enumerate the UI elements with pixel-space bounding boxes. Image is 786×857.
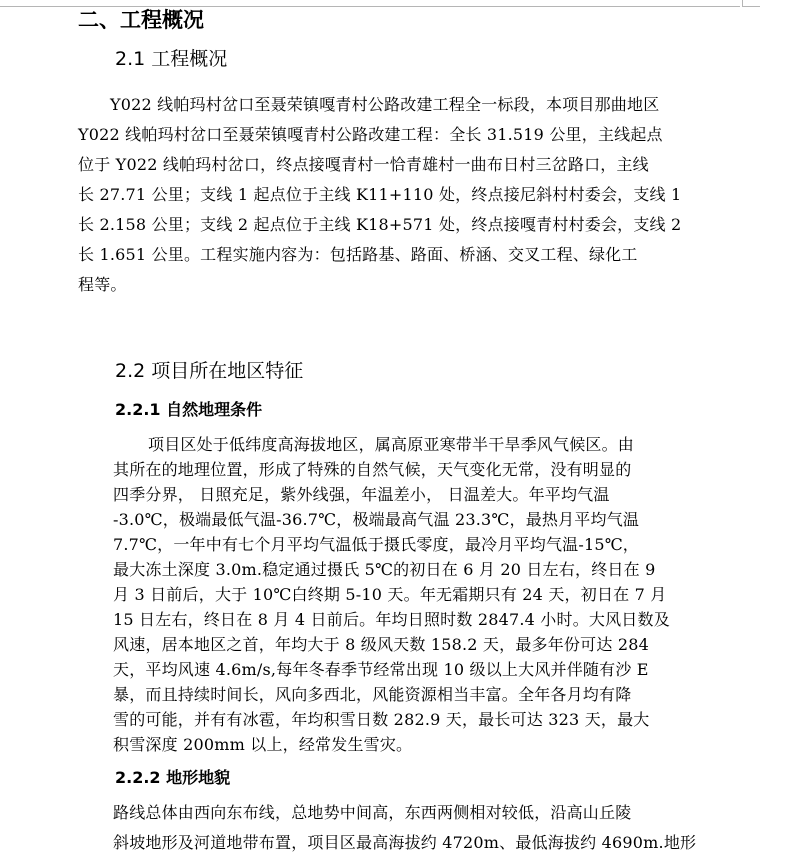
natural-line: 天，平均风速 4.6m/s,每年冬春季节经常出现 10 级以上大风并伴随有沙 E [113,660,649,679]
overview-line: Y022 线帕玛村岔口至聂荣镇嘎青村公路改建工程：全长 31.519 公里，主线起点 [78,125,663,144]
overview-line: Y022 线帕玛村岔口至聂荣镇嘎青村公路改建工程全一标段，本项目那曲地区 [110,95,660,114]
natural-line: 积雪深度 200mm 以上，经常发生雪灾。 [113,735,413,754]
overview-line: 长 27.71 公里；支线 1 起点位于主线 K11+110 处，终点接尼斜村村委会，支线 1 [78,185,682,204]
natural-line: -3.0℃，极端最低气温-36.7℃，极端最高气温 23.3℃，最热月平均气温 [113,510,640,529]
natural-line: 最大冻土深度 3.0m.稳定通过摄氏 5℃的初日在 6 月 20 日左右，终日在 9 [113,560,656,579]
overview-line: 长 1.651 公里。工程实施内容为：包括路基、路面、桥涵、交叉工程、绿化工 [78,245,638,264]
natural-line: 7.7℃，一年中有七个月平均气温低于摄氏零度，最冷月平均气温-15℃， [113,535,640,554]
subsection-heading-terrain: 2.2.2 地形地貌 [115,768,231,787]
crop-mark-horizontal [742,6,760,7]
section-heading-overview: 2.1 工程概况 [115,48,228,70]
natural-line: 其所在的地理位置，形成了特殊的自然气候，天气变化无常，没有明显的 [113,460,632,479]
natural-line: 暴，而且持续时间长，风向多西北，风能资源相当丰富。全年各月均有降 [113,685,632,704]
natural-line: 四季分界， 日照充足，紫外线强，年温差小， 日温差大。年平均气温 [113,485,610,504]
natural-line: 项目区处于低纬度高海拔地区，属高原亚寒带半干旱季风气候区。由 [148,435,635,454]
terrain-line: 路线总体由西向东布线，总地势中间高，东西两侧相对较低，沿高山丘陵 [113,803,632,822]
overview-line: 程等。 [78,275,127,294]
terrain-line: 斜坡地形及河道地带布置，项目区最高海拔约 4720m、最低海拔约 4690m.地形 [113,833,697,852]
natural-line: 月 3 日前后，大于 10℃白终期 5-10 天。年无霜期只有 24 天，初日在 7 月 [113,585,667,604]
chapter-heading: 二、工程概况 [78,8,204,32]
natural-line: 雪的可能，并有有冰雹，年均积雪日数 282.9 天，最长可达 323 天，最大 [113,710,650,729]
natural-line: 风速，居本地区之首，年均大于 8 级风天数 158.2 天，最多年份可达 284 [113,635,649,654]
overview-line: 长 2.158 公里；支线 2 起点位于主线 K18+571 处，终点接嘎青村村委会，支线 2 [78,215,682,234]
subsection-heading-natural: 2.2.1 自然地理条件 [115,400,263,419]
overview-line: 位于 Y022 线帕玛村岔口，终点接嘎青村一恰青雄村一曲布日村三岔路口，主线 [78,155,649,174]
section-heading-region: 2.2 项目所在地区特征 [115,360,304,382]
natural-line: 15 日左右，终日在 8 月 4 日前后。年均日照时数 2847.4 小时。大风日数及 [113,610,670,629]
